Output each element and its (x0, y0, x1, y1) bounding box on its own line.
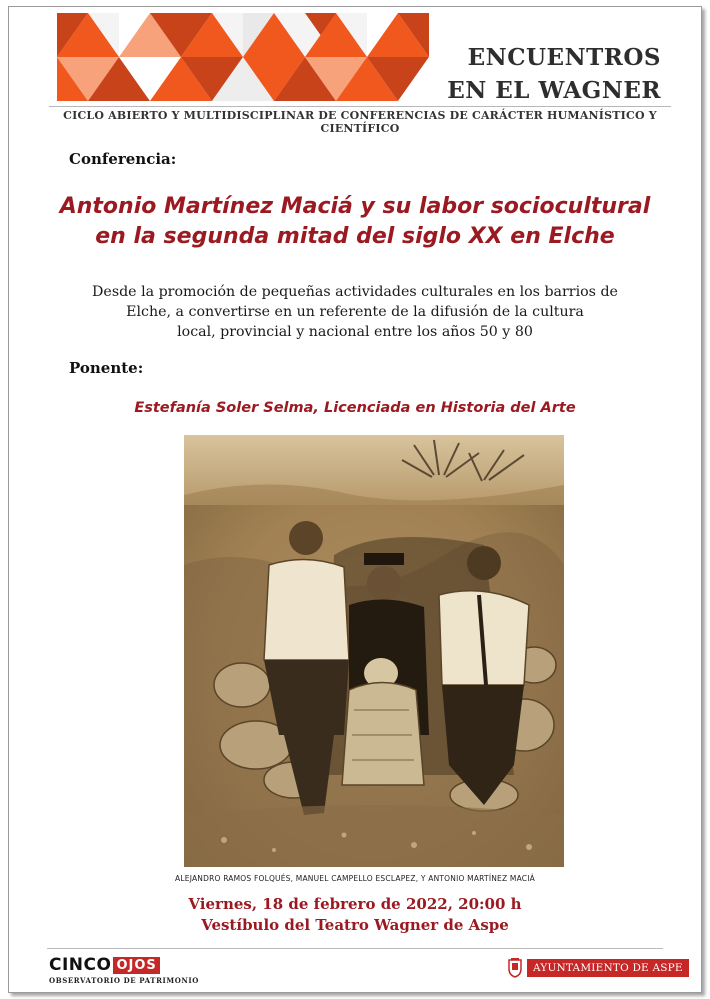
event-venue: Vestíbulo del Teatro Wagner de Aspe (201, 916, 509, 934)
historic-photo (184, 435, 564, 867)
poster-sheet (8, 6, 702, 993)
event-series-title (447, 41, 661, 107)
triangle-banner (57, 13, 429, 101)
description-line-2: Elche, a convertirse en un referente de la difusión de la cultura (126, 304, 584, 320)
speaker-label: Ponente: (69, 359, 144, 377)
description-line-1: Desde la promoción de pequeñas actividades culturales en los barrios de (92, 284, 618, 300)
footer-divider (47, 948, 663, 949)
conference-title-line-2: en la segunda mitad del siglo XX en Elche (95, 224, 615, 249)
coat-of-arms-icon (507, 958, 523, 978)
photo-caption: ALEJANDRO RAMOS FOLQUÉS, MANUEL CAMPELLO ESCLAPEZ, Y ANTONIO MARTÍNEZ MACIÁ (175, 874, 535, 883)
brand-line-2: EN EL WAGNER (447, 77, 661, 104)
series-subtitle: CICLO ABIERTO Y MULTIDISCIPLINAR DE CONFERENCIAS DE CARÁCTER HUMANÍSTICO Y CIENTÍFICO (49, 106, 671, 135)
conference-label: Conferencia: (69, 150, 177, 168)
ayuntamiento-logo (507, 958, 689, 978)
speaker-name: Estefanía Soler Selma, Licenciada en Historia del Arte (134, 400, 576, 416)
logo-subtitle: OBSERVATORIO DE PATRIMONIO (49, 976, 200, 985)
conference-description (69, 282, 641, 342)
logo-word: CINCO (49, 955, 112, 975)
description-line-3: local, provincial y nacional entre los años 50 y 80 (177, 324, 533, 340)
logo-ojos: OJOS (113, 957, 159, 974)
event-date: Viernes, 18 de febrero de 2022, 20:00 h (188, 895, 522, 913)
cinco-ojos-logo (49, 955, 199, 985)
conference-title (39, 192, 671, 252)
conference-title-line-1: Antonio Martínez Maciá y su labor sociocultural (59, 194, 651, 219)
brand-line-1: ENCUENTROS (467, 44, 661, 71)
ayuntamiento-label: AYUNTAMIENTO DE ASPE (527, 959, 689, 977)
